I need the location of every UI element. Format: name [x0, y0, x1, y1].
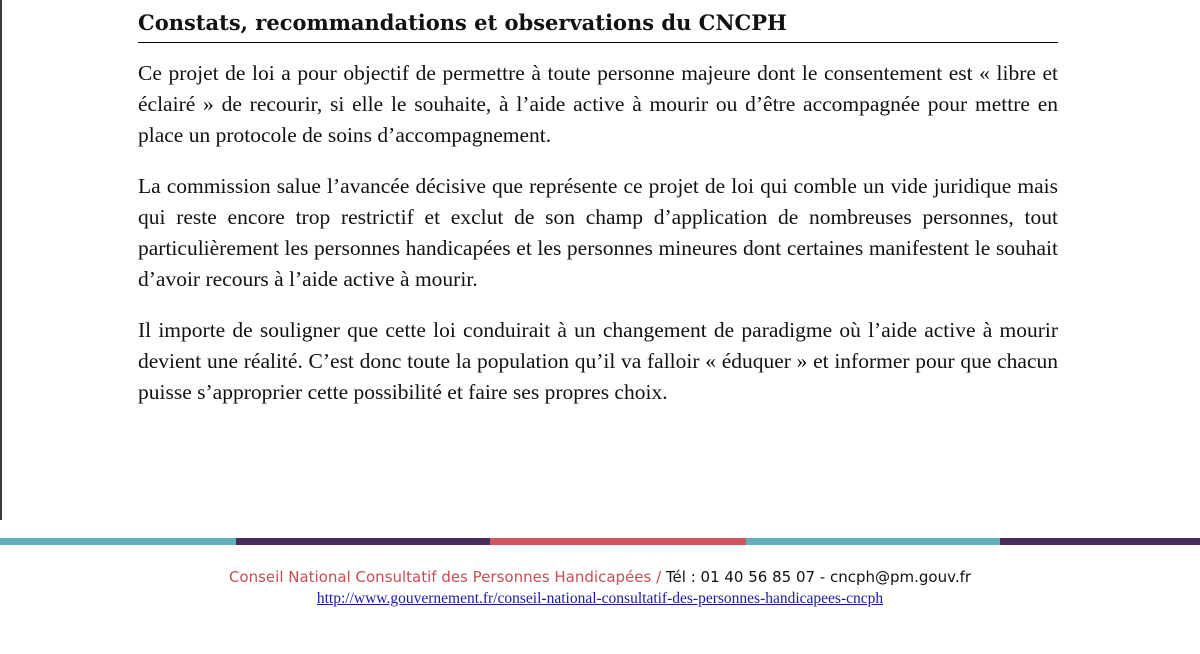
- band-segment-purple-2: [1000, 538, 1200, 545]
- page-left-border: [0, 0, 2, 520]
- paragraph-objective: Ce projet de loi a pour objectif de permettre à toute personne majeure dont le consentement est « libre et éclairé » de recourir, si elle le souhaite, à l’aide active à mourir ou d’être accompagnée pour mettre en place un protocole de soins d’accompagnement.: [138, 61, 1058, 147]
- band-segment-red: [490, 538, 746, 545]
- paragraph-paradigm: Il importe de souligner que cette loi conduirait à un changement de paradigme où l’aide active à mourir devient une réalité. C’est donc toute la population qu’il va falloir « éduquer » et informer pour que chacun puisse s’approprier cette possibilité et faire ses propres choix.: [138, 318, 1058, 404]
- footer-contact-line: [0, 566, 1200, 588]
- band-segment-teal-2: [746, 538, 1000, 545]
- footer-organization: Conseil National Consultatif des Personnes Handicapées /: [228, 568, 662, 586]
- page-footer: [0, 566, 1200, 609]
- body-text: [138, 58, 1058, 428]
- band-segment-purple: [236, 538, 490, 545]
- footer-website-link[interactable]: http://www.gouvernement.fr/conseil-national-consultatif-des-personnes-handicapees-cncph: [316, 590, 884, 607]
- footer-contact: Tél : 01 40 56 85 07 - cncph@pm.gouv.fr: [665, 568, 972, 586]
- band-segment-teal: [0, 538, 236, 545]
- section-heading: Constats, recommandations et observations du CNCPH: [138, 6, 1058, 43]
- paragraph-commission: La commission salue l’avancée décisive que représente ce projet de loi qui comble un vide juridique mais qui reste encore trop restrictif et exclut de son champ d’application de nombreuses personnes, tout particulièrement les personnes handicapées et les personnes mineures dont certaines manifestent le souhait d’avoir recours à l’aide active à mourir.: [138, 174, 1058, 291]
- footer-color-band: [0, 538, 1200, 545]
